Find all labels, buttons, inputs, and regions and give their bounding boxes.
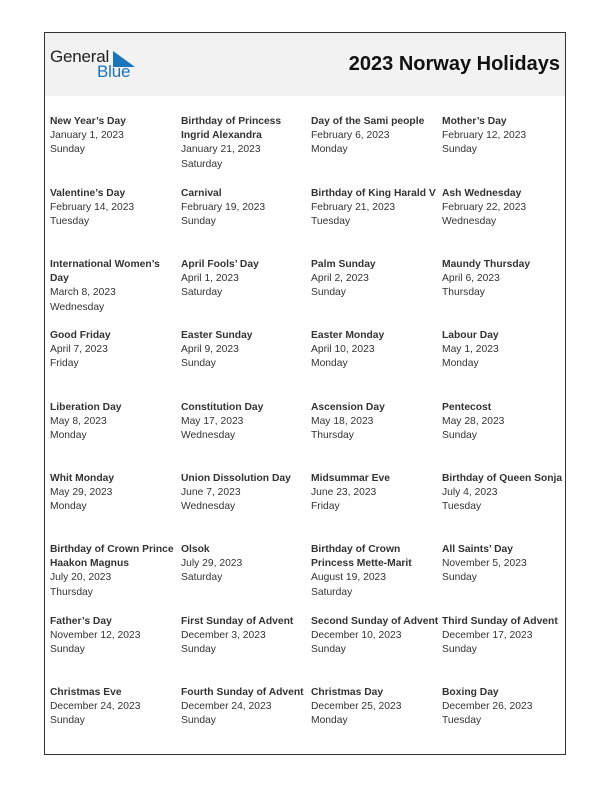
- holiday-date: April 10, 2023: [311, 344, 375, 356]
- holiday-name: Constitution Day: [181, 402, 264, 413]
- holiday-weekday: Sunday: [181, 644, 216, 656]
- holiday-date: May 1, 2023: [442, 344, 499, 356]
- holiday-name: New Year’s Day: [50, 116, 126, 127]
- holiday-weekday: Tuesday: [442, 715, 482, 727]
- holiday-weekday: Monday: [50, 501, 87, 513]
- holiday-weekday: Sunday: [442, 572, 477, 584]
- holiday-name: Liberation Day: [50, 402, 122, 413]
- holiday-name: Maundy Thursday: [442, 259, 531, 270]
- logo-word-blue: Blue: [97, 62, 131, 81]
- holiday-date: December 24, 2023: [50, 701, 141, 713]
- holiday-name: April Fools’ Day: [181, 259, 259, 270]
- holiday-weekday: Sunday: [50, 144, 85, 156]
- holiday-date: February 21, 2023: [311, 202, 396, 214]
- holiday-name: Olsok: [181, 544, 210, 555]
- holiday-date: February 6, 2023: [311, 130, 390, 142]
- holiday-date: June 23, 2023: [311, 487, 377, 499]
- holiday-name: Christmas Eve: [50, 687, 122, 698]
- holiday-date: August 19, 2023: [311, 572, 386, 584]
- holiday-item: [50, 187, 178, 230]
- holiday-item: [181, 686, 309, 729]
- holiday-name: Birthday of Princess Ingrid Alexandra: [181, 116, 282, 142]
- holiday-name: Mother’s Day: [442, 116, 507, 127]
- holiday-weekday: Sunday: [181, 715, 216, 727]
- holiday-name: Birthday of Crown Princess Mette-Marit: [311, 544, 412, 570]
- holiday-weekday: Monday: [50, 430, 87, 442]
- holiday-date: April 6, 2023: [442, 273, 500, 285]
- holiday-item: [442, 187, 570, 230]
- holiday-item: [50, 258, 178, 315]
- holiday-item: [442, 401, 570, 444]
- holiday-item: [311, 401, 439, 444]
- holiday-item: [311, 686, 439, 729]
- holiday-weekday: Sunday: [311, 287, 346, 299]
- holiday-date: March 8, 2023: [50, 287, 116, 299]
- holiday-item: [442, 329, 570, 372]
- holiday-weekday: Sunday: [50, 715, 85, 727]
- holiday-name: Valentine’s Day: [50, 188, 126, 199]
- holiday-weekday: Thursday: [50, 586, 93, 598]
- holiday-name: Midsummar Eve: [311, 473, 390, 484]
- holiday-weekday: Thursday: [442, 287, 485, 299]
- holiday-date: December 24, 2023: [181, 701, 272, 713]
- holiday-item: [311, 187, 439, 230]
- holiday-weekday: Wednesday: [50, 301, 105, 313]
- holiday-weekday: Tuesday: [50, 216, 90, 228]
- holiday-name: Father’s Day: [50, 616, 112, 627]
- holiday-item: [50, 115, 178, 158]
- holiday-weekday: Monday: [311, 358, 348, 370]
- holiday-date: December 25, 2023: [311, 701, 402, 713]
- holiday-name: Boxing Day: [442, 687, 499, 698]
- holiday-name: Carnival: [181, 188, 222, 199]
- holiday-weekday: Sunday: [50, 644, 85, 656]
- holiday-item: [311, 329, 439, 372]
- holiday-weekday: Saturday: [181, 572, 223, 584]
- holiday-weekday: Saturday: [181, 287, 223, 299]
- holiday-name: Good Friday: [50, 330, 111, 341]
- holiday-item: [50, 401, 178, 444]
- holiday-date: April 9, 2023: [181, 344, 239, 356]
- general-blue-logo: [50, 47, 150, 83]
- holiday-item: [50, 329, 178, 372]
- holiday-date: January 21, 2023: [181, 144, 261, 156]
- holiday-name: Birthday of King Harald V: [311, 188, 436, 199]
- holiday-item: [442, 258, 570, 301]
- holiday-item: [181, 329, 309, 372]
- holiday-name: Day of the Sami people: [311, 116, 425, 127]
- holiday-date: February 22, 2023: [442, 202, 527, 214]
- holiday-weekday: Friday: [50, 358, 79, 370]
- holiday-date: January 1, 2023: [50, 130, 124, 142]
- holiday-item: [181, 472, 309, 515]
- holiday-date: December 3, 2023: [181, 630, 266, 642]
- holiday-date: May 17, 2023: [181, 416, 244, 428]
- holiday-item: [50, 615, 178, 658]
- holiday-item: [442, 543, 570, 586]
- holiday-date: November 5, 2023: [442, 558, 527, 570]
- holiday-date: July 4, 2023: [442, 487, 498, 499]
- holiday-date: November 12, 2023: [50, 630, 141, 642]
- holiday-item: [181, 115, 309, 172]
- holiday-date: May 8, 2023: [50, 416, 107, 428]
- holiday-item: [442, 115, 570, 158]
- holiday-date: May 28, 2023: [442, 416, 505, 428]
- holiday-item: [181, 187, 309, 230]
- holiday-item: [50, 686, 178, 729]
- holiday-name: Second Sunday of Advent: [311, 616, 439, 627]
- holiday-weekday: Saturday: [181, 158, 223, 170]
- holiday-weekday: Sunday: [442, 144, 477, 156]
- holiday-weekday: Thursday: [311, 430, 354, 442]
- holiday-weekday: Sunday: [181, 216, 216, 228]
- holiday-weekday: Monday: [311, 715, 348, 727]
- holiday-item: [311, 472, 439, 515]
- holiday-weekday: Wednesday: [181, 501, 236, 513]
- holiday-weekday: Wednesday: [181, 430, 236, 442]
- holiday-date: December 26, 2023: [442, 701, 533, 713]
- holiday-date: July 20, 2023: [50, 572, 112, 584]
- holiday-name: Pentecost: [442, 402, 492, 413]
- header-band: [45, 33, 565, 96]
- holiday-item: [181, 543, 309, 586]
- logo-word-general: General: [50, 47, 110, 66]
- holiday-item: [50, 543, 178, 600]
- holiday-weekday: Sunday: [442, 644, 477, 656]
- holiday-date: May 29, 2023: [50, 487, 113, 499]
- holiday-weekday: Friday: [311, 501, 340, 513]
- holiday-name: Fourth Sunday of Advent: [181, 687, 304, 698]
- holiday-name: Birthday of Crown Prince Haakon Magnus: [50, 544, 174, 570]
- holiday-name: Third Sunday of Advent: [442, 616, 558, 627]
- holiday-name: Union Dissolution Day: [181, 473, 291, 484]
- holiday-item: [311, 543, 439, 600]
- holiday-name: Christmas Day: [311, 687, 384, 698]
- holiday-date: June 7, 2023: [181, 487, 241, 499]
- holiday-name: Easter Sunday: [181, 330, 253, 341]
- holiday-name: Whit Monday: [50, 473, 115, 484]
- holiday-item: [181, 258, 309, 301]
- holiday-item: [311, 115, 439, 158]
- holiday-weekday: Sunday: [442, 430, 477, 442]
- holiday-name: Easter Monday: [311, 330, 385, 341]
- holiday-weekday: Wednesday: [442, 216, 497, 228]
- holiday-date: April 7, 2023: [50, 344, 108, 356]
- holiday-date: February 12, 2023: [442, 130, 527, 142]
- holiday-weekday: Monday: [442, 358, 479, 370]
- holiday-date: February 14, 2023: [50, 202, 135, 214]
- holiday-name: International Women’s Day: [50, 259, 160, 285]
- holiday-name: Ascension Day: [311, 402, 385, 413]
- holiday-item: [442, 615, 570, 658]
- holiday-item: [442, 472, 570, 515]
- holiday-item: [50, 472, 178, 515]
- holiday-date: July 29, 2023: [181, 558, 243, 570]
- holiday-name: All Saints’ Day: [442, 544, 513, 555]
- holiday-weekday: Tuesday: [311, 216, 351, 228]
- holiday-date: December 10, 2023: [311, 630, 402, 642]
- holiday-date: May 18, 2023: [311, 416, 374, 428]
- page-title: 2023 Norway Holidays: [348, 53, 560, 75]
- holiday-weekday: Sunday: [311, 644, 346, 656]
- holiday-weekday: Saturday: [311, 586, 353, 598]
- holiday-name: Birthday of Queen Sonja: [442, 473, 563, 484]
- holiday-date: April 1, 2023: [181, 273, 239, 285]
- holiday-weekday: Monday: [311, 144, 348, 156]
- holiday-date: December 17, 2023: [442, 630, 533, 642]
- holiday-item: [442, 686, 570, 729]
- holiday-item: [311, 615, 439, 658]
- holiday-name: Labour Day: [442, 330, 499, 341]
- holiday-name: Ash Wednesday: [442, 188, 522, 199]
- page-frame: [44, 32, 566, 755]
- holiday-item: [181, 401, 309, 444]
- holiday-weekday: Tuesday: [442, 501, 482, 513]
- holiday-name: Palm Sunday: [311, 259, 376, 270]
- holiday-date: April 2, 2023: [311, 273, 369, 285]
- holiday-weekday: Sunday: [181, 358, 216, 370]
- holiday-item: [311, 258, 439, 301]
- holiday-item: [181, 615, 309, 658]
- holiday-date: February 19, 2023: [181, 202, 266, 214]
- holiday-name: First Sunday of Advent: [181, 616, 294, 627]
